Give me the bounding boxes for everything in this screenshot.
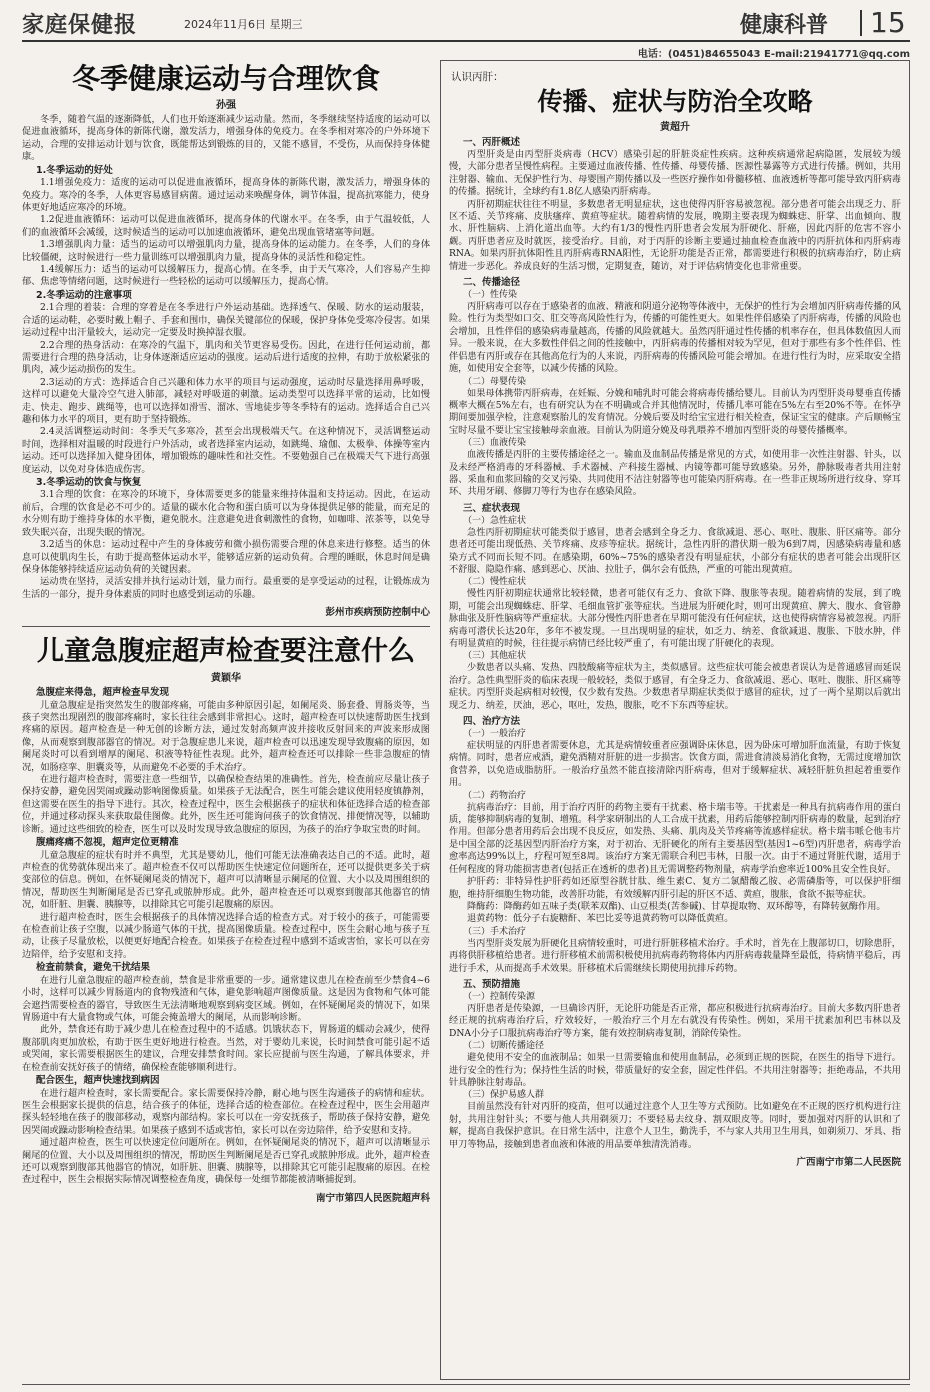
section-heading: 腹痛疼痛不忽视，超声定位更精准 [36, 837, 179, 849]
article-source: 南宁市第四人民医院超声科 [315, 1192, 430, 1204]
article-child-abdomen [22, 635, 430, 1204]
section-heading: 配合医生，超声快速找到病因 [36, 1075, 160, 1086]
page-section-title: 健康科普 [740, 12, 829, 38]
paragraph: 运动贵在坚持，灵活安排并执行运动计划，量力而行。最重要的是享受运动的过程，让锻炼成为生活的一部分，提升身体素质的同时也感受到运动的乐趣。 [22, 576, 430, 600]
article-divider [22, 626, 430, 627]
paragraph: 1.3增强肌肉力量：适当的运动可以增强肌肉力量，提高身体的运动能力。在冬季，人们的身体比较僵硬，这时候进行一些力量训练可以增强肌肉力量，提高身体的灵活性和稳定性。 [22, 239, 430, 263]
paragraph: 目前虽然没有针对丙肝的疫苗，但可以通过注意个人卫生等方式预防。比如避免在不正规的医疗机构进行注射，共用注射针头；不要与他人共用剃须刀；不要轻易去纹身、割双眼皮等。同时，要加强对丙肝的认识和了解，提高自我保护意识。在日常生活中，注意个人卫生，勤洗手，不与家人共用卫生用具，如剃须刀、牙具、指甲刀等物品，接触到患者血液和体液的用品要单独清洗消毒。 [449, 1101, 901, 1150]
masthead [22, 8, 910, 38]
paragraph: 慢性丙肝初期症状通常比较轻微，患者可能仅有乏力、食欲下降、腹胀等表现。随着病情的发展，到了晚期，可能会出现蜘蛛痣、肝掌、毛细血管扩张等症状。当进展为肝硬化时，则可出现黄疸、脾大、腹水、食管静脉曲张及肝性脑病等严重症状。大部分慢性丙肝患者在早期可能没有任何症状，这也使得病情容易被忽视。丙肝病毒可潜伏长达20年，多年不被发现。一旦出现明显的症状，如乏力、纳差、食欲减退、腹胀、下肢水肿，伴有明显黄疸的时候，往往提示病情已经比较严重了，有可能出现了肝硬化的表现。 [449, 588, 901, 649]
paragraph: 在进行超声检查时，家长需要配合。家长需要保持冷静，耐心地与医生沟通孩子的病情和症状。医生会根据家长提供的信息，结合孩子的体征，选择合适的检查部位。在检查过程中，医生会用超声探头轻轻地在孩子的腹部移动，观察内部结构。家长可以在一旁安抚孩子，帮助孩子保持安静，避免因哭闹或躁动影响检查结果。如果孩子感到不适或害怕，家长可以在旁边陪伴，给予安慰和支持。 [22, 1087, 430, 1136]
paragraph: 抗病毒治疗：目前，用于治疗丙肝的药物主要有干扰素、格卡瑞韦等。干扰素是一种具有抗病毒作用的蛋白质，能够抑制病毒的复制、增殖。科学家研制出的人工合成干扰素，用药后能够控制丙肝病毒的数量，起到治疗作用。但部分患者用药后会出现不良反应，如发热、头痛、肌肉及关节疼痛等流感样症状。格卡瑞韦哌仑他韦片是中国全部的泛基因型丙肝治疗方案，对于初治、无肝硬化的所有主要基因型(基因1~6型)丙肝患者，病毒学治愈率高达99%以上，疗程可短至8周。该治疗方案无需联合利巴韦林，日服一次。由于不通过肾脏代谢，适用于任何程度的肾功能损害患者(包括正在透析的患者)且无需调整药物剂量，病毒学治愈率近100%且安全性良好。 [449, 801, 901, 875]
paragraph: 儿童急腹症是指突然发生的腹部疼痛，可能由多种原因引起，如阑尾炎、肠套叠、胃肠炎等，当孩子突然出现剧烈的腹部疼痛时，家长往往会感到非常担心。这时，超声检查可以快速帮助医生找到疼痛的原因。超声检查是一种无创的诊断方法，通过发射高频声波并接收反射回来的声波来形成图像，从而观察到腹部器官的情况。对于急腹症患儿来说，超声检查可以迅速发现导致腹痛的原因，如阑尾炎时可以看到增厚的阑尾、积液等特征性表现。此外，超声检查还可以排除一些非急腹症的情况，如肠痉挛、胆囊炎等，从而避免不必要的手术治疗。 [22, 699, 430, 773]
subsection-heading: （一）性传染 [463, 290, 518, 301]
contact-line: 电话：(0451)84655043 E-mail:21941771@qq.com [637, 49, 910, 60]
paragraph: 降酶药：降酶药如五味子类(联苯双酯)、山豆根类(苦参碱)、甘草提取物、双环醇等，有降转氨酶作用。 [467, 900, 886, 912]
article-hepatitis-c [449, 69, 901, 1168]
paragraph: 通过超声检查，医生可以快速定位问题所在。例如，在怀疑阑尾炎的情况下，超声可以清晰显示阑尾的位置、大小以及周围组织的情况，帮助医生判断阑尾是否已穿孔或脓肿形成。此外，超声检查还可以观察到腹部其他器官的情况，如肝脏、胆囊、胰腺等，以排除其它可能引起腹痛的原因。在检查过程中，医生会根据实际情况调整检查角度，确保每一处细节都能被清晰捕捉到。 [22, 1137, 430, 1186]
subsection-heading: （二）切断传播途径 [463, 1041, 545, 1052]
subsection-heading: （一）控制传染源 [463, 991, 536, 1002]
paragraph: 1.4缓解压力：适当的运动可以缓解压力，提高心情。在冬季，由于天气寒冷，人们容易产生抑郁、焦虑等情绪问题，这时候进行一些轻松的运动可以缓解压力，提高心情。 [22, 263, 430, 288]
article-title: 传播、症状与防治全攻略 [537, 87, 813, 116]
subsection-heading: （二）慢性症状 [463, 577, 527, 588]
page-number: 15 [870, 6, 906, 39]
subsection-heading: （一）急性症状 [463, 515, 527, 526]
paragraph: 1.2促进血液循环：运动可以促进血液循环，提高身体的代谢水平。在冬季，由于气温较低，人们的血液循环会减缓，这时候适当的运动可以加速血液循环，避免出现血管堵塞等问题。 [22, 214, 430, 238]
footer-rule [22, 1384, 910, 1385]
paragraph: 当丙型肝炎发展为肝硬化且病情较重时，可进行肝脏移植术治疗。手术时，首先在上腹部切口，切除患肝，再将供肝移植给患者。进行肝移植术前需积极使用抗病毒药物将体内丙肝病毒载量降至最低，待病情平稳后，再进行手术，从而提高手术效果。肝移植术后需继续长期使用抗排斥药物。 [449, 937, 901, 974]
paragraph: 丙肝患者是传染源，一旦确诊丙肝，无论肝功能是否正常，都应积极进行抗病毒治疗。目前大多数丙肝患者经正规的抗病毒治疗后，疗效较好，一般治疗三个月左右就没有传染性。例如，采用干扰素加利巴韦林以及DNA小分子口服抗病毒治疗等方案，能有效控制病毒复制，消除传染性。 [449, 1002, 901, 1039]
paragraph: 避免使用不安全的血液制品；如果一旦需要输血和使用血制品，必须到正规的医院，在医生的指导下进行。进行安全的性行为；保持性生活的时候，带质量好的安全套，固定性伴侣。不共用注射器等；拒绝毒品，不共用针具静脉注射毒品。 [449, 1052, 901, 1088]
paragraph: 退黄药物：低分子右旋糖酐、苯巴比妥等退黄药物可以降低黄疸。 [467, 913, 734, 925]
paper-name: 家庭保健报 [22, 13, 138, 38]
masthead-rule [22, 40, 910, 42]
page-number-separator [860, 10, 862, 36]
paragraph: 丙型肝炎是由丙型肝炎病毒（HCV）感染引起的肝脏炎症性疾病。这种疾病通常起病隐匿，发展较为缓慢，大部分患者呈慢性病程。主要通过血液传播、性传播、母婴传播、医源性暴露等方式进行传播。例如，共用注射器、输血、无保护性行为、母婴围产期传播以及一些医疗操作如骨髓移植、血液透析等都可能导致丙肝病毒的传播。据统计，全球约有1.8亿人感染丙肝病毒。 [449, 149, 901, 198]
paragraph: 丙肝初期症状往往不明显，多数患者无明显症状，这也使得丙肝容易被忽视。部分患者可能会出现乏力、肝区不适、关节疼痛、皮肤瘙痒、黄疸等症状。随着病情的发展，晚期主要表现为蜘蛛痣、肝掌、出血倾向、腹水、肝性脑病、上消化道出血等。大约有1/3的慢性丙肝患者会发展为肝硬化、肝癌，因此丙肝的危害不容小觑。丙肝患者应及时就医，接受治疗。目前，对于丙肝的诊断主要通过抽血检查血液中的丙肝抗体和丙肝病毒RNA。如果丙肝抗体阳性且丙肝病毒RNA阳性，无论肝功能是否正常，都需要进行积极的抗病毒治疗，防止病情进一步恶化。养成良好的生活习惯，定期复查，随访，对于评估病情变化也非常重要。 [449, 198, 901, 272]
subsection-heading: （二）药物治疗 [463, 790, 527, 801]
section-heading: 1.冬季运动的好处 [36, 164, 113, 176]
subsection-heading: （一）一般治疗 [463, 729, 527, 740]
paragraph: 冬季，随着气温的逐渐降低，人们也开始逐渐减少运动量。然而，冬季继续坚持适度的运动可以促进血液循环，提高身体的新陈代谢，激发活力，增强身体的免疫力。在冬季相对寒冷的户外环境下运动，合理的安排运动计划与饮食，既能帮达到锻炼的目的，又能不感冒，不受伤，从而保持身体健康。 [22, 114, 430, 163]
article-author: 孙强 [216, 100, 236, 111]
paragraph: 丙肝病毒可以存在于感染者的血液、精液和阴道分泌物等体液中，无保护的性行为会增加丙肝病毒传播的风险。性行为类型如口交、肛交等高风险性行为，传播的可能性更大。如果性伴侣感染了丙肝病毒，传播的风险也会增加，且性伴侣的感染病毒量越高，传播的风险就越大。虽然丙肝通过性传播的机率存在，但具体数值因人而异。一般来说，在大多数性伴侣之间的性接触中，丙肝病毒的传播相对较为罕见，但对于那些有多个性伴侣、性伴侣患有丙肝或存在其他高危行为的人来说，丙肝病毒的传播风险可能会增加。在进行性行为时，应采取安全措施，如使用安全套等，以减少传播的风险。 [449, 301, 901, 375]
right-column [440, 60, 910, 1380]
left-column [22, 60, 430, 1380]
paragraph: 如果母体携带丙肝病毒，在妊娠、分娩和哺乳时可能会将病毒传播给婴儿。目前认为丙型肝炎母婴垂直传播概率大概在5%左右，也有研究认为在不明确或合并其他情况时，传播几率可能在5%左右至20%不等。在怀孕期间要加强孕检，注意观察胎儿的发育情况。分娩后要及时给宝宝进行相关检查，保证宝宝的健康。产后顺畅宝宝时尽量不要让宝宝接触母亲血液。目前认为阴道分娩及母乳喂养不增加丙型肝炎的母婴传播概率。 [449, 387, 901, 436]
article-kicker: 认识丙肝： [451, 71, 504, 83]
article-title: 冬季健康运动与合理饮食 [71, 62, 380, 95]
paragraph: 在进行儿童急腹症的超声检查前，禁食是非常重要的一步。通常建议患儿在检查前至少禁食4~6小时，这样可以减少胃肠道内的食物残渣和气体，避免影响超声图像质量。这是因为食物和气体可能会遮挡需要检查的器官，导致医生无法清晰地观察到病变区域。例如，在怀疑阑尾炎的情况下，如果胃肠道中有大量食物或气体，可能会掩盖增大的阑尾，从而影响诊断。 [22, 974, 430, 1023]
paragraph: 在进行超声检查时，需要注意一些细节，以确保检查结果的准确性。首先，检查前应尽量让孩子保持安静，避免因哭闹或躁动影响图像质量。如果孩子无法配合，医生可能会建议使用轻度镇静剂，但这需要在医生的指导下进行。其次，检查过程中，医生会根据孩子的症状和体征选择合适的检查部位，并通过移动探头来获取最佳图像。此外，医生还可能询问孩子的饮食情况、排便情况等，以辅助诊断。通过这些细致的检查，医生可以及时发现导致急腹症的原因，为孩子的治疗争取宝贵的时间。 [22, 774, 430, 835]
paragraph: 3.2适当的休息：运动过程中产生的身体疲劳和微小损伤需要合理的休息来进行修整。适当的休息可以使肌肉生长，有助于提高整体运动水平，能够适应新的运动负荷。合理的睡眠，休息时间是确保身体能够持续适应运动负荷的关键因素。 [22, 539, 430, 575]
paragraph: 3.1合理的饮食：在寒冷的环境下，身体需要更多的能量来维持体温和支持运动。因此，在运动前后，合理的饮食是必不可少的。适量的碳水化合物和蛋白质可以为身体提供足够的能量，而充足的水分则有助于维持身体的水平衡，避免脱水。注意避免进食刺激性的食物，如咖啡、浓茶等，以免导致失眠兴奋，出现失眠的情况。 [22, 489, 430, 538]
paragraph: 此外，禁食还有助于减少患儿在检查过程中的不适感。饥饿状态下，胃肠道的蠕动会减少，使得腹部肌肉更加放松，有助于医生更好地进行检查。当然，对于婴幼儿来说，长时间禁食可能引起不适或哭闹，家长需要根据医生的建议，合理安排禁食时间。家长应提前与医生沟通，了解具体要求，并在检查前安抚好孩子的情绪，确保检查能够顺利进行。 [22, 1024, 430, 1073]
paragraph: 2.1合理的着装：合理的穿着是在冬季进行户外运动基础。选择透气、保暖、防水的运动服装，合适的运动鞋，必要时戴上帽子、手套和围巾，确保关键部位的保暖，保护身体免受寒冷侵害。如果运动过程中出汗量较大，运动完一定要及时换掉湿衣服。 [22, 302, 430, 339]
article-winter-exercise [22, 62, 430, 618]
paragraph: 护肝药：非特异性护肝药如还原型谷胱甘肽、维生素C、复方二氯醋酸乙胺、必需磷脂等，可以保护肝细胞，维持肝细胞生物功能，改善肝功能，有效缓解丙肝引起的肝区不适、黄疸，腹胀，食欲不振等症状。 [449, 876, 901, 900]
paragraph: 2.4灵活调整运动时间：冬季天气多寒冷，甚至会出现极端天气。在这种情况下，灵活调整运动时间，选择相对温暖的时段进行户外活动，或者选择室内运动，如跳绳、瑜伽、太极拳、体操等室内运动。还可以选择加入健身团体，增加锻炼的趣味性和社交性。不要勉强自己在极端天气下进行高强度运动，以免对身体造成伤害。 [22, 426, 430, 475]
section-heading: 三、症状表现 [463, 502, 521, 514]
article-source: 彭州市疾病预防控制中心 [325, 607, 430, 619]
section-heading: 3.冬季运动的饮食与恢复 [36, 476, 142, 488]
section-heading: 二、传播途径 [463, 277, 521, 289]
section-heading: 四、治疗方法 [463, 716, 521, 728]
subsection-heading: （三）保护易感人群 [463, 1090, 545, 1101]
paragraph: 2.2合理的热身活动：在寒冷的气温下，肌肉和关节更容易受伤。因此，在进行任何运动前，都需要进行合理的热身活动，让身体逐渐适应运动的强度。运动后进行适度的拉伸，有助于放松紧张的肌肉，减少运动损伤的发生。 [22, 339, 430, 376]
section-heading: 一、丙肝概述 [463, 137, 521, 148]
subsection-heading: （三）手术治疗 [463, 926, 527, 937]
paragraph: 少数患者以头痛、发热、四肢酸痛等症状为主，类似感冒。这些症状可能会被患者误认为是普通感冒而延误治疗。急性典型肝炎的临床表现一般较轻，类似于感冒，有全身乏力、食欲减退、恶心、呕吐、腹胀、肝区痛等症状。丙型肝炎起病相对较慢，仅少数有发热。少数患者早期症状类似于感冒的症状，过了一两个星期以后就出现乏力、纳差，厌油，恶心，呕吐，发热，腹胀，吃不下东西等症状。 [449, 662, 901, 711]
section-heading: 检查前禁食，避免干扰结果 [36, 962, 151, 974]
subsection-heading: （二）母婴传染 [463, 376, 527, 387]
paragraph: 1.1增强免疫力：适度的运动可以促进血液循环，提高身体的新陈代谢，激发活力，增强身体的免疫力。寒冷的冬季，人体更容易感冒病菌。通过运动来唤醒身体，调节体温，提高抗寒能力，使身体更好地适应寒冷的环境。 [22, 177, 430, 213]
subsection-heading: （三）血液传染 [463, 438, 527, 449]
article-author: 黄颖华 [211, 673, 241, 685]
section-heading: 五、预防措施 [463, 978, 521, 990]
section-heading: 2.冬季运动的注意事项 [36, 289, 132, 301]
paragraph: 血液传播是丙肝的主要传播途径之一。输血及血制品传播是常见的方式，如使用非一次性注射器、针头，以及未经严格消毒的牙科器械、手术器械、产科接生器械、内镜等都可能导致感染。另外，静脉吸毒者共用注射器、采血和血浆回输的交叉污染、共同使用不洁注射器等也可能染丙肝病毒。在一些非正规场所进行纹身、穿耳环、共用牙刷、修脚刀等行为也存在感染风险。 [449, 449, 901, 498]
paragraph: 症状明显的丙肝患者需要休息，尤其是病情较重者应强调卧床休息，因为卧床可增加肝血流量，有助于恢复病情。同时，患者应戒酒，避免酒精对肝脏的进一步损害。饮食方面，需进食清淡易消化食物，无需过度增加饮食营养，以免造成脂肪肝。一般治疗虽然不能直接清除丙肝病毒，但对于缓解症状、减轻肝脏负担起着重要作用。 [449, 740, 901, 789]
paragraph: 进行超声检查时，医生会根据孩子的具体情况选择合适的检查方式。对于较小的孩子，可能需要在检查前让孩子空腹，以减少肠道气体的干扰，提高图像质量。检查过程中，医生会耐心地与孩子互动，让孩子尽量放松，以便更好地配合检查。如果孩子在检查过程中感到不适或害怕，家长可以在旁边陪伴，给予安慰和支持。 [22, 911, 430, 960]
article-author: 黄超升 [660, 122, 690, 133]
paragraph: 儿童急腹症的症状有时并不典型，尤其是婴幼儿，他们可能无法准确表达自己的不适。此时，超声检查的优势就体现出来了。超声检查不仅可以帮助医生快速定位问题所在，还可以提供更多关于病变部位的信息。例如，在怀疑阑尾炎的情况下，超声可以清晰显示阑尾的位置、大小以及周围组织的情况，帮助医生判断阑尾是否已穿孔或脓肿形成。此外，超声检查还可以观察到腹部其他器官的情况，如肝脏、胆囊、胰腺等，以排除其它可能引起腹痛的原因。 [22, 849, 430, 911]
issue-date: 2024年11月6日 星期三 [184, 18, 303, 31]
paragraph: 2.3运动的方式：选择适合自己兴趣和体力水平的项目与运动强度，运动时尽量选择用鼻呼吸，这样可以避免大量冷空气进入肺部，减轻对呼吸道的刺激。运动类型可以选择平常的运动，比如慢走、快走、跑步、跳绳等，也可以选择如滑雪、溜冰、雪地徒步等冬季特有的运动。选择适合自己兴趣和体力水平的项目，更有助于坚持锻炼。 [22, 376, 430, 425]
section-heading: 急腹症来得急，超声检查早发现 [36, 687, 170, 699]
subsection-heading: （三）其他症状 [463, 651, 527, 662]
article-source: 广西南宁市第二人民医院 [796, 1157, 901, 1168]
article-title: 儿童急腹症超声检查要注意什么 [37, 636, 415, 668]
paragraph: 急性丙肝初期症状可能类似于感冒，患者会感到全身乏力、食欲减退、恶心、呕吐、腹胀、肝区痛等。部分患者还可能出现低热、关节疼痛、皮疹等症状。据统计，急性丙肝的潜伏期一般为6到7周，因感染病毒量和感染方式不同而长短不同。在感染期，60%~75%的感染者没有明显症状，小部分有症状的患者可能会出现肝区不舒服、隐隐作痛、感到恶心、厌油、拉肚子，偶尔会有低热，严重的可能出现黄疸。 [449, 526, 901, 575]
